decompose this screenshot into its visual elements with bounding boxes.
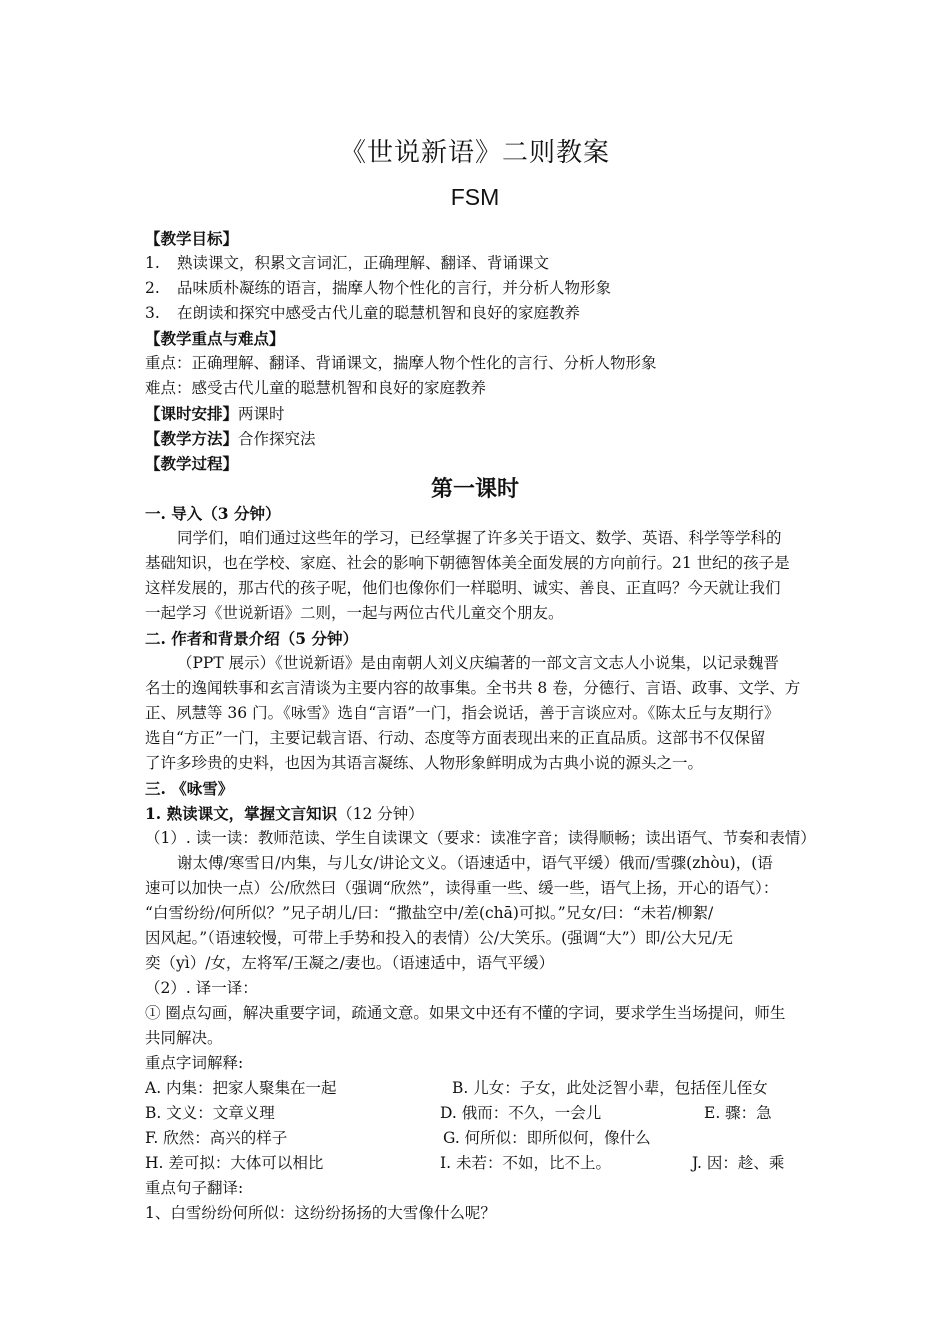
- reading-text-line: 奕（yì）/女，左将军/王凝之/妻也。（语速适中，语气平缓）: [145, 954, 555, 972]
- goal-text: 熟读课文，积累文言词汇，正确理解、翻译、背诵课文: [177, 254, 550, 272]
- reading-text-line: 速可以加快一点）公/欣然曰（强调“欣然”，读得重一些、缓一些，语气上扬，开心的语气）：: [145, 879, 779, 897]
- intro-heading: 一. 导入（3 分钟）: [145, 504, 281, 523]
- reading-text-line: 因风起。”（语速较慢，可带上手势和投入的表情）公/大笑乐。(强调“大”）即/公大兄/无: [145, 929, 733, 947]
- background-paragraph-line: 选自“方正”一门，主要记载言语、行动、态度等方面表现出来的正直品质。这部书不仅保留: [145, 729, 766, 747]
- vocab-heading: 重点字词解释:: [145, 1054, 244, 1072]
- subsection-heading: [145, 801, 810, 827]
- intro-paragraph-line: 基础知识，也在学校、家庭、社会的影响下朝德智体美全面发展的方向前行。21 世纪的孩子是: [145, 554, 790, 572]
- translate-heading: （2）. 译一译：: [145, 979, 258, 997]
- translate-line: ① 圈点勾画，解决重要字词，疏通文意。如果文中还有不懂的字词，要求学生当场提问，师生: [145, 1004, 786, 1022]
- method-label: 【教学方法】: [145, 429, 239, 448]
- goals-heading: 【教学目标】: [145, 229, 239, 248]
- focus-text: 重点：正确理解、翻译、背诵课文，揣摩人物个性化的言行、分析人物形象: [145, 354, 657, 372]
- intro-paragraph-line: 这样发展的，那古代的孩子呢，他们也像你们一样聪明、诚实、善良、正直吗？今天就让我们: [145, 579, 781, 597]
- method-line: [145, 426, 810, 452]
- document-title: 《世说新语》二则教案: [339, 138, 610, 168]
- goal-number: 1.: [145, 254, 160, 272]
- background-paragraph-line: 名士的逸闻轶事和玄言清谈为主要内容的故事集。全书共 8 卷，分德行、言语、政事、文学、方: [145, 679, 801, 697]
- reading-text-line: “白雪纷纷/何所似？”兄子胡儿/曰：“撒盐空中/差(chā)可拟。”兄女/曰：“未若/柳絮/: [145, 904, 714, 922]
- intro-paragraph-line: 一起学习《世说新语》二则，一起与两位古代儿童交个朋友。: [145, 604, 564, 622]
- schedule-label: 【课时安排】: [145, 404, 239, 423]
- goal-item-1: [145, 251, 810, 276]
- goal-item-2: [145, 276, 810, 301]
- schedule-value: 两课时: [238, 405, 285, 423]
- vocab-item-i: I. 未若：不如，比不上。: [440, 1154, 611, 1172]
- vocab-item-h: H. 差可拟：大体可以相比: [145, 1154, 324, 1172]
- goal-text: 在朗读和探究中感受古代儿童的聪慧机智和良好的家庭教养: [177, 304, 581, 322]
- vocab-item-b: B. 儿女：子女，此处泛智小辈，包括侄儿侄女: [452, 1079, 768, 1097]
- subsection-time: （12 分钟）: [337, 805, 424, 823]
- translate-line: 共同解决。: [145, 1029, 223, 1047]
- read-instruction: （1）. 读一读：教师范读、学生自读课文（要求：读准字音；读得顺畅；读出语气、节奏和表情）: [145, 829, 816, 847]
- lesson-heading: 第一课时: [430, 476, 519, 502]
- schedule-line: [145, 401, 810, 427]
- vocab-item-g: G. 何所似：即所似何，像什么: [443, 1129, 651, 1147]
- background-paragraph-line: （PPT 展示）《世说新语》是由南朝人刘义庆编著的一部文言文志人小说集，以记录魏晋: [177, 654, 779, 672]
- vocab-item-j: J. 因：趁、乘: [692, 1154, 785, 1172]
- vocab-item-e: E. 骤：急: [704, 1104, 772, 1122]
- goal-number: 2.: [145, 279, 160, 297]
- background-paragraph-line: 正、夙慧等 36 门。《咏雪》选自“言语”一门，指会说话，善于言谈应对。《陈太丘与友期行》: [145, 704, 780, 722]
- goal-text: 品味质朴凝练的语言，揣摩人物个性化的言行，并分析人物形象: [177, 279, 612, 297]
- background-heading: 二. 作者和背景介绍（5 分钟）: [145, 629, 358, 648]
- goal-item-3: [145, 301, 810, 326]
- author-name: FSM: [450, 184, 500, 210]
- vocab-item-a: A. 内集：把家人聚集在一起: [145, 1079, 337, 1097]
- difficulty-text: 难点：感受古代儿童的聪慧机智和良好的家庭教养: [145, 379, 487, 397]
- process-heading: 【教学过程】: [145, 454, 239, 473]
- reading-text-line: 谢太傅/寒雪日/内集，与儿女/讲论文义。（语速适中，语气平缓）俄而/雪骤(zhòu)，(语: [177, 854, 773, 872]
- key-points-heading: 【教学重点与难点】: [145, 329, 285, 348]
- sentence-item-1: 1、白雪纷纷何所似：这纷纷扬扬的大雪像什么呢？: [145, 1204, 496, 1222]
- goal-number: 3.: [145, 304, 160, 322]
- section3-heading: 三. 《咏雪》: [145, 779, 234, 798]
- vocab-item-d: D. 俄而：不久，一会儿: [440, 1104, 602, 1122]
- intro-paragraph-line: 同学们，咱们通过这些年的学习，已经掌握了许多关于语文、数学、英语、科学等学科的: [177, 529, 782, 547]
- vocab-item-bb: B. 文义：文章义理: [145, 1104, 275, 1122]
- method-value: 合作探究法: [238, 430, 316, 448]
- subsection-title: 1. 熟读课文，掌握文言知识: [145, 804, 338, 823]
- vocab-item-f: F. 欣然：高兴的样子: [145, 1129, 288, 1147]
- sentence-heading: 重点句子翻译:: [145, 1179, 244, 1197]
- background-paragraph-line: 了许多珍贵的史料，也因为其语言凝练、人物形象鲜明成为古典小说的源头之一。: [145, 754, 704, 772]
